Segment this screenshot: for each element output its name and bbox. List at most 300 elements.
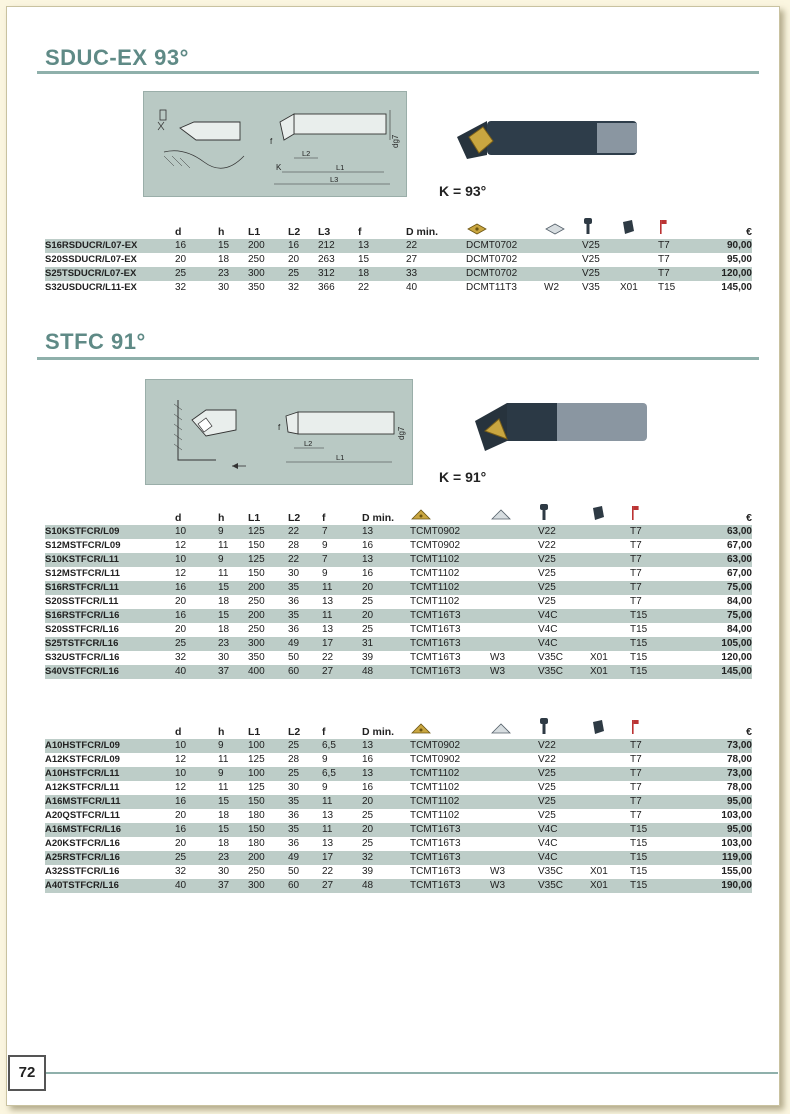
cell xyxy=(544,253,582,267)
cell: T7 xyxy=(630,810,642,821)
cell: 25 xyxy=(175,267,218,281)
cell xyxy=(490,837,538,851)
cell: T15 xyxy=(658,282,676,293)
cell: V25 xyxy=(582,239,620,253)
dim-label-l2: L2 xyxy=(304,439,313,448)
cell: T7 xyxy=(658,254,670,265)
col-header: L1 xyxy=(248,726,261,738)
cell: W3 xyxy=(490,866,505,877)
stfc-k-value: K = 91° xyxy=(439,469,487,485)
cell: 9 xyxy=(218,739,248,753)
cell: 39 xyxy=(362,866,374,877)
cell: 11 xyxy=(218,782,229,793)
cell: TCMT1102 xyxy=(410,553,490,567)
cell: 350 xyxy=(248,652,265,663)
cell: 11 xyxy=(322,795,362,809)
col-header-price: € xyxy=(746,226,752,238)
cell: 17 xyxy=(322,851,362,865)
cell: 31 xyxy=(362,637,410,651)
cell: V25 xyxy=(538,782,556,793)
cell: 18 xyxy=(218,254,230,265)
stfc-spec-table-s xyxy=(45,503,752,679)
cell: 12 xyxy=(175,754,187,765)
cell: 9 xyxy=(218,767,248,781)
cell: 12 xyxy=(175,540,187,551)
cell: 25 xyxy=(288,739,322,753)
sduc-dimension-diagram xyxy=(143,91,407,197)
cell-code: A10HSTFCR/L09 xyxy=(45,739,175,753)
cell-price: 67,00 xyxy=(726,540,752,551)
cell: 32 xyxy=(288,282,300,293)
cell: T7 xyxy=(630,596,642,607)
cell: 10 xyxy=(175,767,218,781)
cell: 35 xyxy=(288,795,322,809)
cell: 13 xyxy=(362,767,410,781)
cell xyxy=(590,739,630,753)
col-header: L1 xyxy=(248,512,261,524)
cell: 9 xyxy=(322,540,328,551)
sduc-tool-photo xyxy=(447,107,647,184)
cell: 16 xyxy=(175,239,218,253)
cell: 28 xyxy=(288,540,300,551)
cell: 25 xyxy=(288,267,318,281)
section-title-stfc: STFC 91° xyxy=(45,329,146,354)
col-header: h xyxy=(218,726,225,738)
cell: T7 xyxy=(630,767,680,781)
col-header: D min. xyxy=(362,726,395,738)
cell: V25 xyxy=(582,254,600,265)
cell: T7 xyxy=(630,754,642,765)
table-row xyxy=(45,525,752,539)
shim-screw-icon xyxy=(590,512,606,524)
dim-label-k: K xyxy=(276,163,282,172)
cell: 22 xyxy=(288,553,322,567)
cell: 16 xyxy=(175,795,218,809)
cell: DCMT0702 xyxy=(466,254,518,265)
cell xyxy=(590,767,630,781)
cell: 150 xyxy=(248,568,265,579)
table-header-row xyxy=(45,503,752,525)
col-header: d xyxy=(175,726,182,738)
cell: 18 xyxy=(218,624,230,635)
cell: 25 xyxy=(362,596,374,607)
cell: 200 xyxy=(248,609,288,623)
cell xyxy=(490,567,538,581)
cell: 16 xyxy=(288,239,318,253)
cell: 20 xyxy=(362,795,410,809)
cell: TCMT0902 xyxy=(410,525,490,539)
col-header: f xyxy=(322,726,326,738)
cell: W3 xyxy=(490,665,538,679)
cell xyxy=(544,267,582,281)
cell: 22 xyxy=(358,282,370,293)
cell: 11 xyxy=(218,568,229,579)
cell: 36 xyxy=(288,810,300,821)
cell: 20 xyxy=(175,624,187,635)
cell: TCMT16T3 xyxy=(410,652,461,663)
cell-price: 73,00 xyxy=(680,739,752,753)
table-row xyxy=(45,267,752,281)
catalog-page xyxy=(6,6,780,1106)
cell: 28 xyxy=(288,754,300,765)
col-header: L3 xyxy=(318,226,331,238)
table-row xyxy=(45,581,752,595)
cell: 16 xyxy=(175,581,218,595)
cell-code: A12KSTFCR/L09 xyxy=(45,754,120,765)
cell: TCMT1102 xyxy=(410,782,460,793)
cell: V4C xyxy=(538,624,558,635)
cell: 100 xyxy=(248,767,288,781)
cell: 125 xyxy=(248,782,265,793)
stfc-dimension-diagram xyxy=(145,379,413,485)
cell: 48 xyxy=(362,879,410,893)
key-icon xyxy=(630,726,640,738)
cell xyxy=(490,637,538,651)
cell: 9 xyxy=(218,553,248,567)
cell xyxy=(620,267,658,281)
cell-price: 190,00 xyxy=(680,879,752,893)
cell: TCMT1102 xyxy=(410,767,490,781)
cell-price: 78,00 xyxy=(726,782,752,793)
cell xyxy=(620,253,658,267)
cell: T15 xyxy=(630,851,680,865)
cell: 125 xyxy=(248,525,288,539)
cell-code: S20SSTFCR/L16 xyxy=(45,624,119,635)
table-row xyxy=(45,595,752,609)
cell: 49 xyxy=(288,851,322,865)
cell: 36 xyxy=(288,838,300,849)
insert-icon xyxy=(466,226,488,238)
stfc-spec-table-a xyxy=(45,717,752,893)
cell: V25 xyxy=(538,553,590,567)
cell: T7 xyxy=(630,568,642,579)
cell: 32 xyxy=(362,851,410,865)
cell-price: 103,00 xyxy=(721,838,752,849)
cell: TCMT1102 xyxy=(410,568,460,579)
stfc-tool-photo xyxy=(467,393,653,468)
cell: 25 xyxy=(362,838,374,849)
cell-price: 63,00 xyxy=(680,525,752,539)
cell: 20 xyxy=(362,609,410,623)
cell: W3 xyxy=(490,879,538,893)
cell: 60 xyxy=(288,665,322,679)
table-row xyxy=(45,651,752,665)
cell xyxy=(590,581,630,595)
cell: 13 xyxy=(322,838,334,849)
cell-code: A25RSTFCR/L16 xyxy=(45,851,175,865)
cell: 40 xyxy=(406,282,418,293)
cell: 20 xyxy=(175,810,187,821)
cell: 7 xyxy=(322,525,362,539)
cell: 125 xyxy=(248,553,288,567)
cell: 22 xyxy=(322,866,334,877)
cell: 16 xyxy=(362,754,374,765)
cell: T7 xyxy=(658,239,688,253)
cell-price: 84,00 xyxy=(726,596,752,607)
cell-code: S16RSTFCR/L11 xyxy=(45,581,175,595)
cell: 200 xyxy=(248,239,288,253)
cell-price: 155,00 xyxy=(721,866,752,877)
cell xyxy=(590,525,630,539)
cell xyxy=(490,595,538,609)
cell: T7 xyxy=(630,782,642,793)
cell: V25 xyxy=(538,581,590,595)
cell: 6,5 xyxy=(322,739,362,753)
cell: T7 xyxy=(630,739,680,753)
cell: V25 xyxy=(538,596,556,607)
cell: 13 xyxy=(322,624,334,635)
cell-code: A16MSTFCR/L16 xyxy=(45,823,175,837)
cell-code: S25TSTFCR/L16 xyxy=(45,637,175,651)
cell-code: S12MSTFCR/L09 xyxy=(45,540,121,551)
cell: 35 xyxy=(288,609,322,623)
cell xyxy=(590,553,630,567)
cell: 250 xyxy=(248,866,265,877)
cell: 35 xyxy=(288,823,322,837)
table-row xyxy=(45,753,752,767)
cell-price: 73,00 xyxy=(680,767,752,781)
cell-price: 67,00 xyxy=(726,568,752,579)
cell: TCMT16T3 xyxy=(410,823,490,837)
table-row xyxy=(45,539,752,553)
screw-icon xyxy=(538,726,550,738)
col-header: D min. xyxy=(362,512,395,524)
cell xyxy=(490,781,538,795)
cell: 15 xyxy=(358,254,370,265)
cell-price: 78,00 xyxy=(726,754,752,765)
cell: 20 xyxy=(288,254,300,265)
cell: 35 xyxy=(288,581,322,595)
dim-label-l1: L1 xyxy=(336,163,345,172)
cell xyxy=(490,581,538,595)
table-row xyxy=(45,795,752,809)
cell: 18 xyxy=(218,810,230,821)
cell-price: 145,00 xyxy=(721,282,752,293)
table-row xyxy=(45,553,752,567)
cell: 16 xyxy=(175,823,218,837)
table-row xyxy=(45,767,752,781)
cell: 32 xyxy=(175,866,187,877)
cell: 300 xyxy=(248,879,288,893)
shim-screw-icon xyxy=(590,726,606,738)
cell xyxy=(490,767,538,781)
table-row xyxy=(45,253,752,267)
cell: TCMT16T3 xyxy=(410,838,461,849)
cell: 22 xyxy=(288,525,322,539)
cell: 300 xyxy=(248,267,288,281)
cell: 6,5 xyxy=(322,767,362,781)
col-header: h xyxy=(218,512,225,524)
cell: X01 xyxy=(590,879,630,893)
cell: 30 xyxy=(218,866,230,877)
cell: TCMT1102 xyxy=(410,810,460,821)
section-title-sduc: SDUC-EX 93° xyxy=(45,45,189,70)
cell xyxy=(590,823,630,837)
cell: 36 xyxy=(288,624,300,635)
cell xyxy=(590,623,630,637)
cell: 20 xyxy=(175,254,187,265)
cell: 32 xyxy=(175,652,187,663)
cell: 39 xyxy=(362,652,374,663)
cell: 250 xyxy=(248,254,265,265)
cell: 48 xyxy=(362,665,410,679)
col-header: L2 xyxy=(288,512,301,524)
cell-price: 84,00 xyxy=(726,624,752,635)
cell: T7 xyxy=(630,553,680,567)
cell-code: S16RSTFCR/L16 xyxy=(45,609,175,623)
cell: TCMT16T3 xyxy=(410,637,490,651)
dim-label-l1: L1 xyxy=(336,453,345,462)
cell: 250 xyxy=(248,624,265,635)
table-row xyxy=(45,567,752,581)
cell xyxy=(590,781,630,795)
cell: 25 xyxy=(362,810,374,821)
cell: 16 xyxy=(362,540,374,551)
cell: W3 xyxy=(490,652,505,663)
cell: 13 xyxy=(322,810,334,821)
insert-icon xyxy=(410,726,432,738)
page-number: 72 xyxy=(8,1055,46,1091)
cell: TCMT0902 xyxy=(410,540,461,551)
cell: 33 xyxy=(406,267,466,281)
cell-price: 63,00 xyxy=(680,553,752,567)
cell: TCMT1102 xyxy=(410,795,490,809)
cell-code: A12KSTFCR/L11 xyxy=(45,782,120,793)
cell: 30 xyxy=(218,652,230,663)
cell: 150 xyxy=(248,795,288,809)
cell-code: A32SSTFCR/L16 xyxy=(45,866,120,877)
cell: 212 xyxy=(318,239,358,253)
cell: TCMT1102 xyxy=(410,581,490,595)
cell: 350 xyxy=(248,282,265,293)
col-header: D min. xyxy=(406,226,439,238)
cell-code: S10KSTFCR/L09 xyxy=(45,525,175,539)
cell: 250 xyxy=(248,596,265,607)
dim-label-f: f xyxy=(270,137,273,146)
shim-icon xyxy=(490,512,512,524)
cell: 32 xyxy=(175,282,187,293)
cell: 16 xyxy=(362,782,374,793)
cell xyxy=(544,239,582,253)
table-row xyxy=(45,781,752,795)
dim-label-l3: L3 xyxy=(330,175,339,184)
cell: TCMT16T3 xyxy=(410,665,490,679)
cell: T7 xyxy=(630,540,642,551)
col-header-price: € xyxy=(746,512,752,524)
cell: 16 xyxy=(175,609,218,623)
table-row xyxy=(45,239,752,253)
col-header: f xyxy=(322,512,326,524)
cell: 15 xyxy=(218,239,248,253)
col-header: h xyxy=(218,226,225,238)
cell: 11 xyxy=(322,581,362,595)
table-header-row xyxy=(45,217,752,239)
sduc-spec-table xyxy=(45,217,752,295)
cell: 13 xyxy=(362,525,410,539)
cell: 125 xyxy=(248,754,265,765)
table-row xyxy=(45,809,752,823)
cell xyxy=(490,851,538,865)
cell: TCMT16T3 xyxy=(410,879,490,893)
cell: 10 xyxy=(175,739,218,753)
cell: 312 xyxy=(318,267,358,281)
cell xyxy=(590,595,630,609)
table-row xyxy=(45,623,752,637)
cell-price: 120,00 xyxy=(688,267,752,281)
key-icon xyxy=(658,226,668,238)
shim-screw-icon xyxy=(620,226,636,238)
cell-code: S12MSTFCR/L11 xyxy=(45,568,120,579)
cell-price: 75,00 xyxy=(680,609,752,623)
cell: V22 xyxy=(538,525,590,539)
cell: 60 xyxy=(288,879,322,893)
cell: T7 xyxy=(658,267,688,281)
cell: 40 xyxy=(175,665,218,679)
cell-price: 95,00 xyxy=(680,795,752,809)
cell: 30 xyxy=(288,568,300,579)
cell: V4C xyxy=(538,851,590,865)
cell: 22 xyxy=(406,239,466,253)
cell-code: S20SSDUCR/L07-EX xyxy=(45,254,137,265)
cell-price: 105,00 xyxy=(680,637,752,651)
table-row xyxy=(45,837,752,851)
cell: 180 xyxy=(248,810,265,821)
cell: 15 xyxy=(218,823,248,837)
cell xyxy=(590,753,630,767)
table-row xyxy=(45,609,752,623)
cell: DCMT0702 xyxy=(466,267,544,281)
cell-price: 120,00 xyxy=(721,652,752,663)
cell: 15 xyxy=(218,795,248,809)
cell: 23 xyxy=(218,637,248,651)
cell: X01 xyxy=(590,665,630,679)
cell xyxy=(590,851,630,865)
cell: 11 xyxy=(322,823,362,837)
cell: 300 xyxy=(248,637,288,651)
cell: 400 xyxy=(248,665,288,679)
cell-code: A10HSTFCR/L11 xyxy=(45,767,175,781)
cell: 40 xyxy=(175,879,218,893)
cell: 18 xyxy=(218,838,230,849)
cell: 27 xyxy=(322,665,362,679)
cell-price: 103,00 xyxy=(721,810,752,821)
cell: 9 xyxy=(322,568,328,579)
cell: 18 xyxy=(358,267,406,281)
cell: TCMT16T3 xyxy=(410,624,461,635)
cell-price: 75,00 xyxy=(680,581,752,595)
section-rule xyxy=(37,357,759,360)
cell: 50 xyxy=(288,866,300,877)
cell: DCMT0702 xyxy=(466,239,544,253)
cell xyxy=(590,795,630,809)
cell: 150 xyxy=(248,823,288,837)
table-row xyxy=(45,637,752,651)
cell xyxy=(490,795,538,809)
cell: 20 xyxy=(362,823,410,837)
screw-icon xyxy=(538,512,550,524)
cell: 100 xyxy=(248,739,288,753)
cell: V25 xyxy=(538,810,556,821)
cell: 20 xyxy=(175,838,187,849)
cell: 50 xyxy=(288,652,300,663)
cell: 16 xyxy=(362,568,374,579)
cell: 23 xyxy=(218,851,248,865)
cell: 200 xyxy=(248,851,288,865)
cell-price: 95,00 xyxy=(726,254,752,265)
cell: 263 xyxy=(318,254,335,265)
cell: 20 xyxy=(175,596,187,607)
cell: 25 xyxy=(175,637,218,651)
